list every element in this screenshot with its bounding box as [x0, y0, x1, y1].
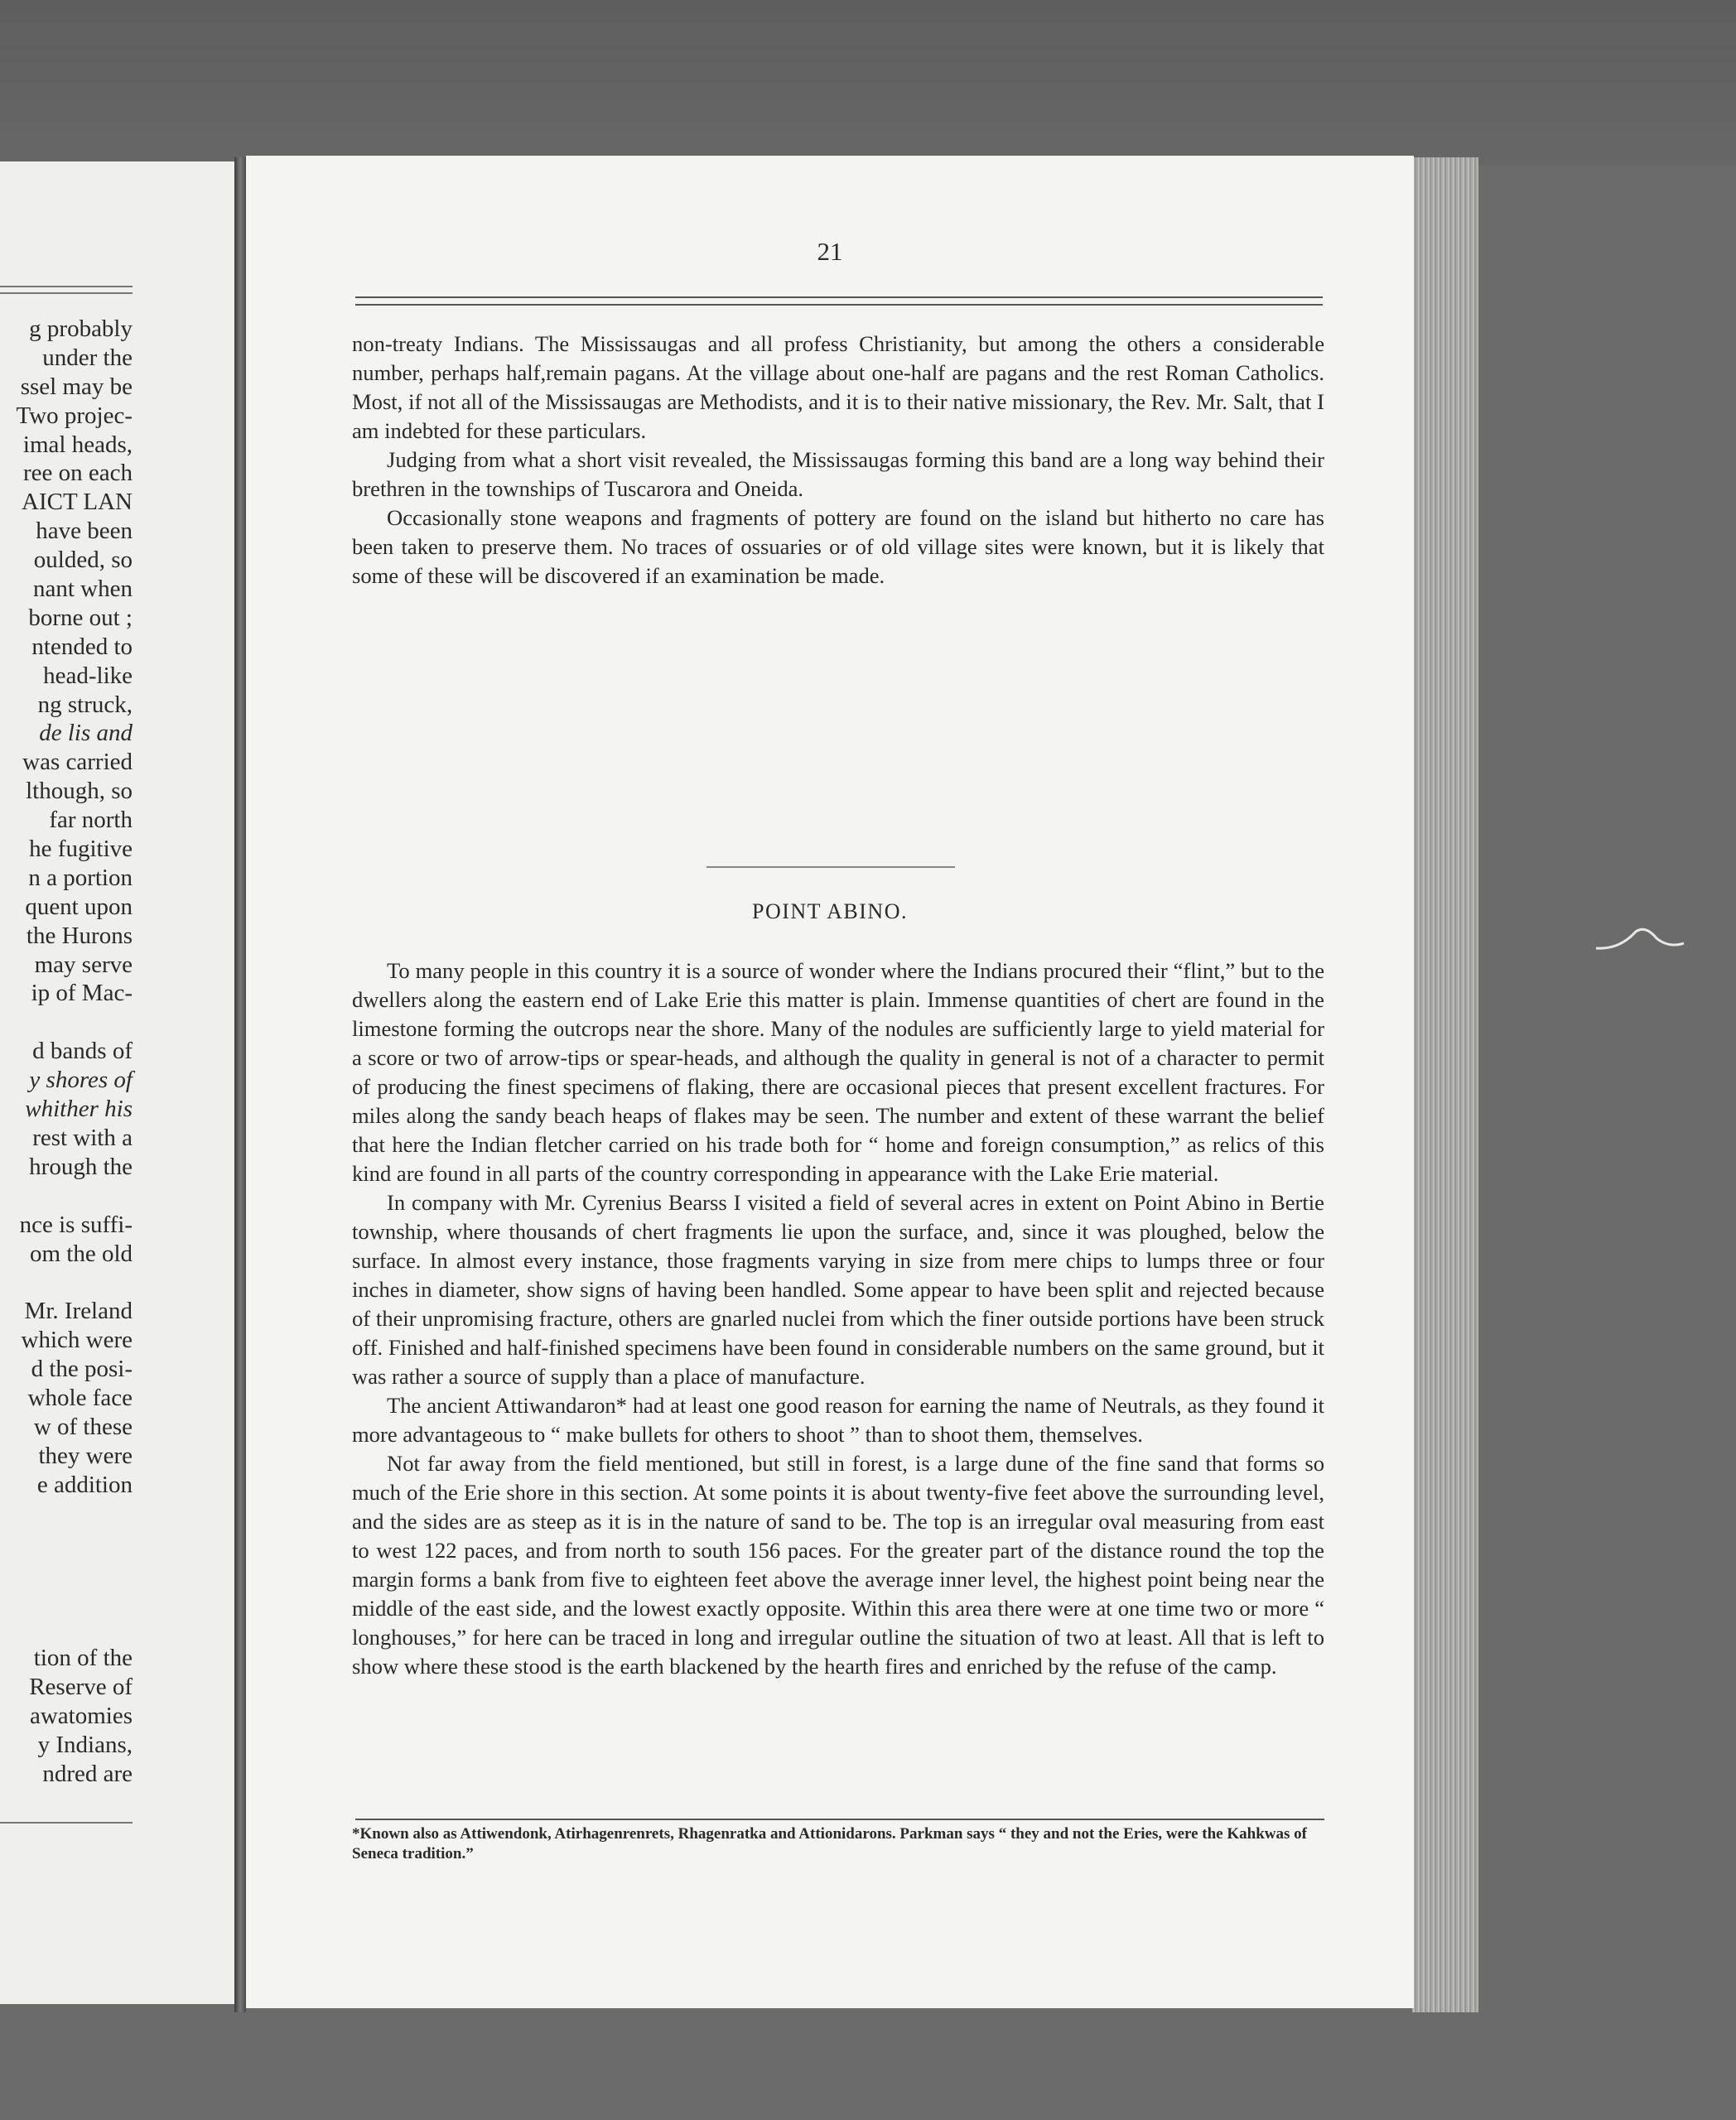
- left-page-line: g probably: [29, 316, 133, 342]
- footnote-rule: [355, 1819, 1324, 1820]
- left-page-line: ree on each: [22, 460, 133, 487]
- left-page-line: d the posi-: [31, 1356, 133, 1383]
- left-page-line: [0, 1268, 133, 1297]
- left-page-line: hrough the: [29, 1153, 133, 1180]
- left-page-line: ip of Mac-: [31, 980, 133, 1007]
- left-page-line: [0, 1182, 133, 1211]
- book-gutter: [234, 157, 246, 2012]
- left-page-line: e addition: [36, 1471, 133, 1498]
- left-page-line: under the: [42, 344, 133, 371]
- left-page-line: awatomies: [29, 1702, 133, 1729]
- body-bottom: [352, 956, 1324, 1681]
- page-stack-edge: [1412, 157, 1478, 2012]
- left-page-line: the Hurons: [26, 922, 133, 949]
- left-page-line: Reserve of: [29, 1673, 133, 1700]
- left-page-line: [0, 1500, 133, 1529]
- left-page-line: y shores of: [29, 1067, 133, 1094]
- left-page-line: was carried: [22, 749, 133, 776]
- footnote: *Known also as Attiwendonk, Atirhagenrenrets, Rhagenratka and Attionidarons. Parkman says “ they and not the Eries, were the Kahkwas of Seneca tradition.”: [352, 1825, 1307, 1862]
- left-page-line: ssel may be: [20, 373, 133, 400]
- left-page-line: which were: [21, 1327, 133, 1354]
- left-page-text: [0, 315, 133, 1788]
- previous-page-fragment: [0, 161, 239, 2004]
- left-header-rule: [0, 286, 133, 294]
- left-page-line: tion of the: [33, 1644, 133, 1671]
- left-page-line: [0, 1008, 133, 1037]
- left-page-line: [0, 1557, 133, 1586]
- paragraph: To many people in this country it is a source of wonder where the Indians procured their “flint,” but to the dwellers along the eastern end of Lake Erie this matter is plain. Immense quantities of chert are found in the limestone forming the outcrops near the shore. Many of the nodules are sufficiently large to yield material for a score or two of arrow-tips or spear-heads, and although the quality in general is not of a character to permit of producing the finest specimens of flaking, there are occasional pieces that present excellent fractures. For miles along the sandy beach heaps of flakes may be seen. The number and extent of these warrant the belief that here the Indian fletcher carried on his trade both for “ home and foreign consumption,” as relics of this kind are found in all parts of the country corresponding in appearance with the Lake Erie material.: [352, 958, 1324, 1186]
- left-page-line: n a portion: [28, 864, 133, 891]
- paragraph: The ancient Attiwandaron* had at least one good reason for earning the name of Neutrals, as they found it more advantageous to “ make bullets for others to shoot ” than to shoot them, themselves.: [352, 1393, 1324, 1447]
- scanner-backdrop: [0, 0, 1736, 166]
- left-page-line: whole face: [27, 1384, 133, 1411]
- left-page-line: om the old: [29, 1240, 133, 1267]
- left-page-line: may serve: [34, 951, 133, 978]
- paragraph: In company with Mr. Cyrenius Bearss I visited a field of several acres in extent on Point Abino in Bertie township, where thousands of chert fragments lie upon the surface, and, since it was ploughed, below the surface. In almost every instance, those fragments varying in size from mere chips to lumps three or four inches in diameter, show signs of having been handled. Some appear to have been split and rejected because of their unpromising fracture, others are gnarled nuclei from which the finer outside portions have been struck off. Finished and half-finished specimens have been found in considerable numbers on the same ground, but it was rather a source of supply than a place of manufacture.: [352, 1190, 1324, 1389]
- left-page-line: Mr. Ireland: [24, 1298, 133, 1325]
- scan-artifact: [1594, 923, 1685, 956]
- section-title: POINT ABINO.: [752, 899, 908, 923]
- header-double-rule: [355, 296, 1323, 306]
- left-page-line: head-like: [43, 662, 133, 689]
- left-page-line: nce is suffi-: [19, 1211, 133, 1238]
- left-page-line: have been: [36, 518, 133, 545]
- body-top: [352, 330, 1324, 590]
- left-page-line: borne out ;: [28, 604, 133, 631]
- paragraph: Judging from what a short visit revealed, the Mississaugas forming this band are a long way behind their brethren in the townships of Tuscarora and Oneida.: [352, 447, 1324, 501]
- left-page-line: oulded, so: [33, 547, 133, 574]
- left-page-line: they were: [38, 1442, 133, 1469]
- left-page-line: w of these: [33, 1413, 133, 1440]
- page-number: 21: [817, 237, 843, 266]
- left-footer-rule: [0, 1822, 133, 1824]
- left-page-line: lthough, so: [26, 778, 133, 805]
- left-page-line: d bands of: [32, 1038, 133, 1065]
- left-page-line: Two projec-: [16, 402, 133, 429]
- left-page-line: he fugitive: [29, 836, 133, 863]
- left-page-line: [0, 1615, 133, 1644]
- left-page-line: imal heads,: [22, 431, 133, 458]
- left-page-line: de lis and: [39, 720, 133, 747]
- left-page-line: y Indians,: [37, 1731, 133, 1758]
- left-page-line: ntended to: [31, 633, 133, 660]
- section-divider: [706, 866, 955, 868]
- left-page-line: ndred are: [42, 1760, 133, 1787]
- paragraph-continuation: non-treaty Indians. The Mississaugas and all profess Christianity, but among the others a considerable number, perhaps half,remain pagans. At the village about one-half are pagans and the rest Roman Catholics. Most, if not all of the Mississaugas are Methodists, and it is to their native missionary, the Rev. Mr. Salt, that I am indebted for these particulars.: [352, 331, 1324, 443]
- left-page-line: quent upon: [25, 893, 133, 920]
- left-page-line: ng struck,: [37, 691, 133, 718]
- left-page-line: [0, 1586, 133, 1615]
- current-page: [246, 156, 1414, 2008]
- paragraph: Occasionally stone weapons and fragments of pottery are found on the island but hitherto no care has been taken to preserve them. No traces of ossuaries or of old village sites were known, but it is likely that some of these will be discovered if an examination be made.: [352, 505, 1324, 588]
- left-page-line: AICT LAN: [22, 489, 133, 516]
- left-page-line: whither his: [25, 1096, 133, 1123]
- left-page-line: rest with a: [32, 1124, 133, 1151]
- left-page-line: nant when: [33, 576, 133, 603]
- paragraph: Not far away from the field mentioned, but still in forest, is a large dune of the fine sand that forms so much of the Erie shore in this section. At some points it is about twenty-five feet above the surrounding level, and the sides are as steep as it is in the nature of sand to be. The top is an irregular oval measuring from east to west 122 paces, and from north to south 156 paces. For the greater part of the distance round the top the margin forms a bank from five to eighteen feet above the average inner level, the highest point being near the middle of the east side, and the lowest exactly opposite. Within this area there were at one time two or more “ longhouses,” for here can be traced in long and irregular outline the situation of two at least. All that is left to show where these stood is the earth blackened by the hearth fires and enriched by the refuse of the camp.: [352, 1451, 1324, 1679]
- left-page-line: [0, 1528, 133, 1557]
- left-page-line: far north: [49, 807, 133, 834]
